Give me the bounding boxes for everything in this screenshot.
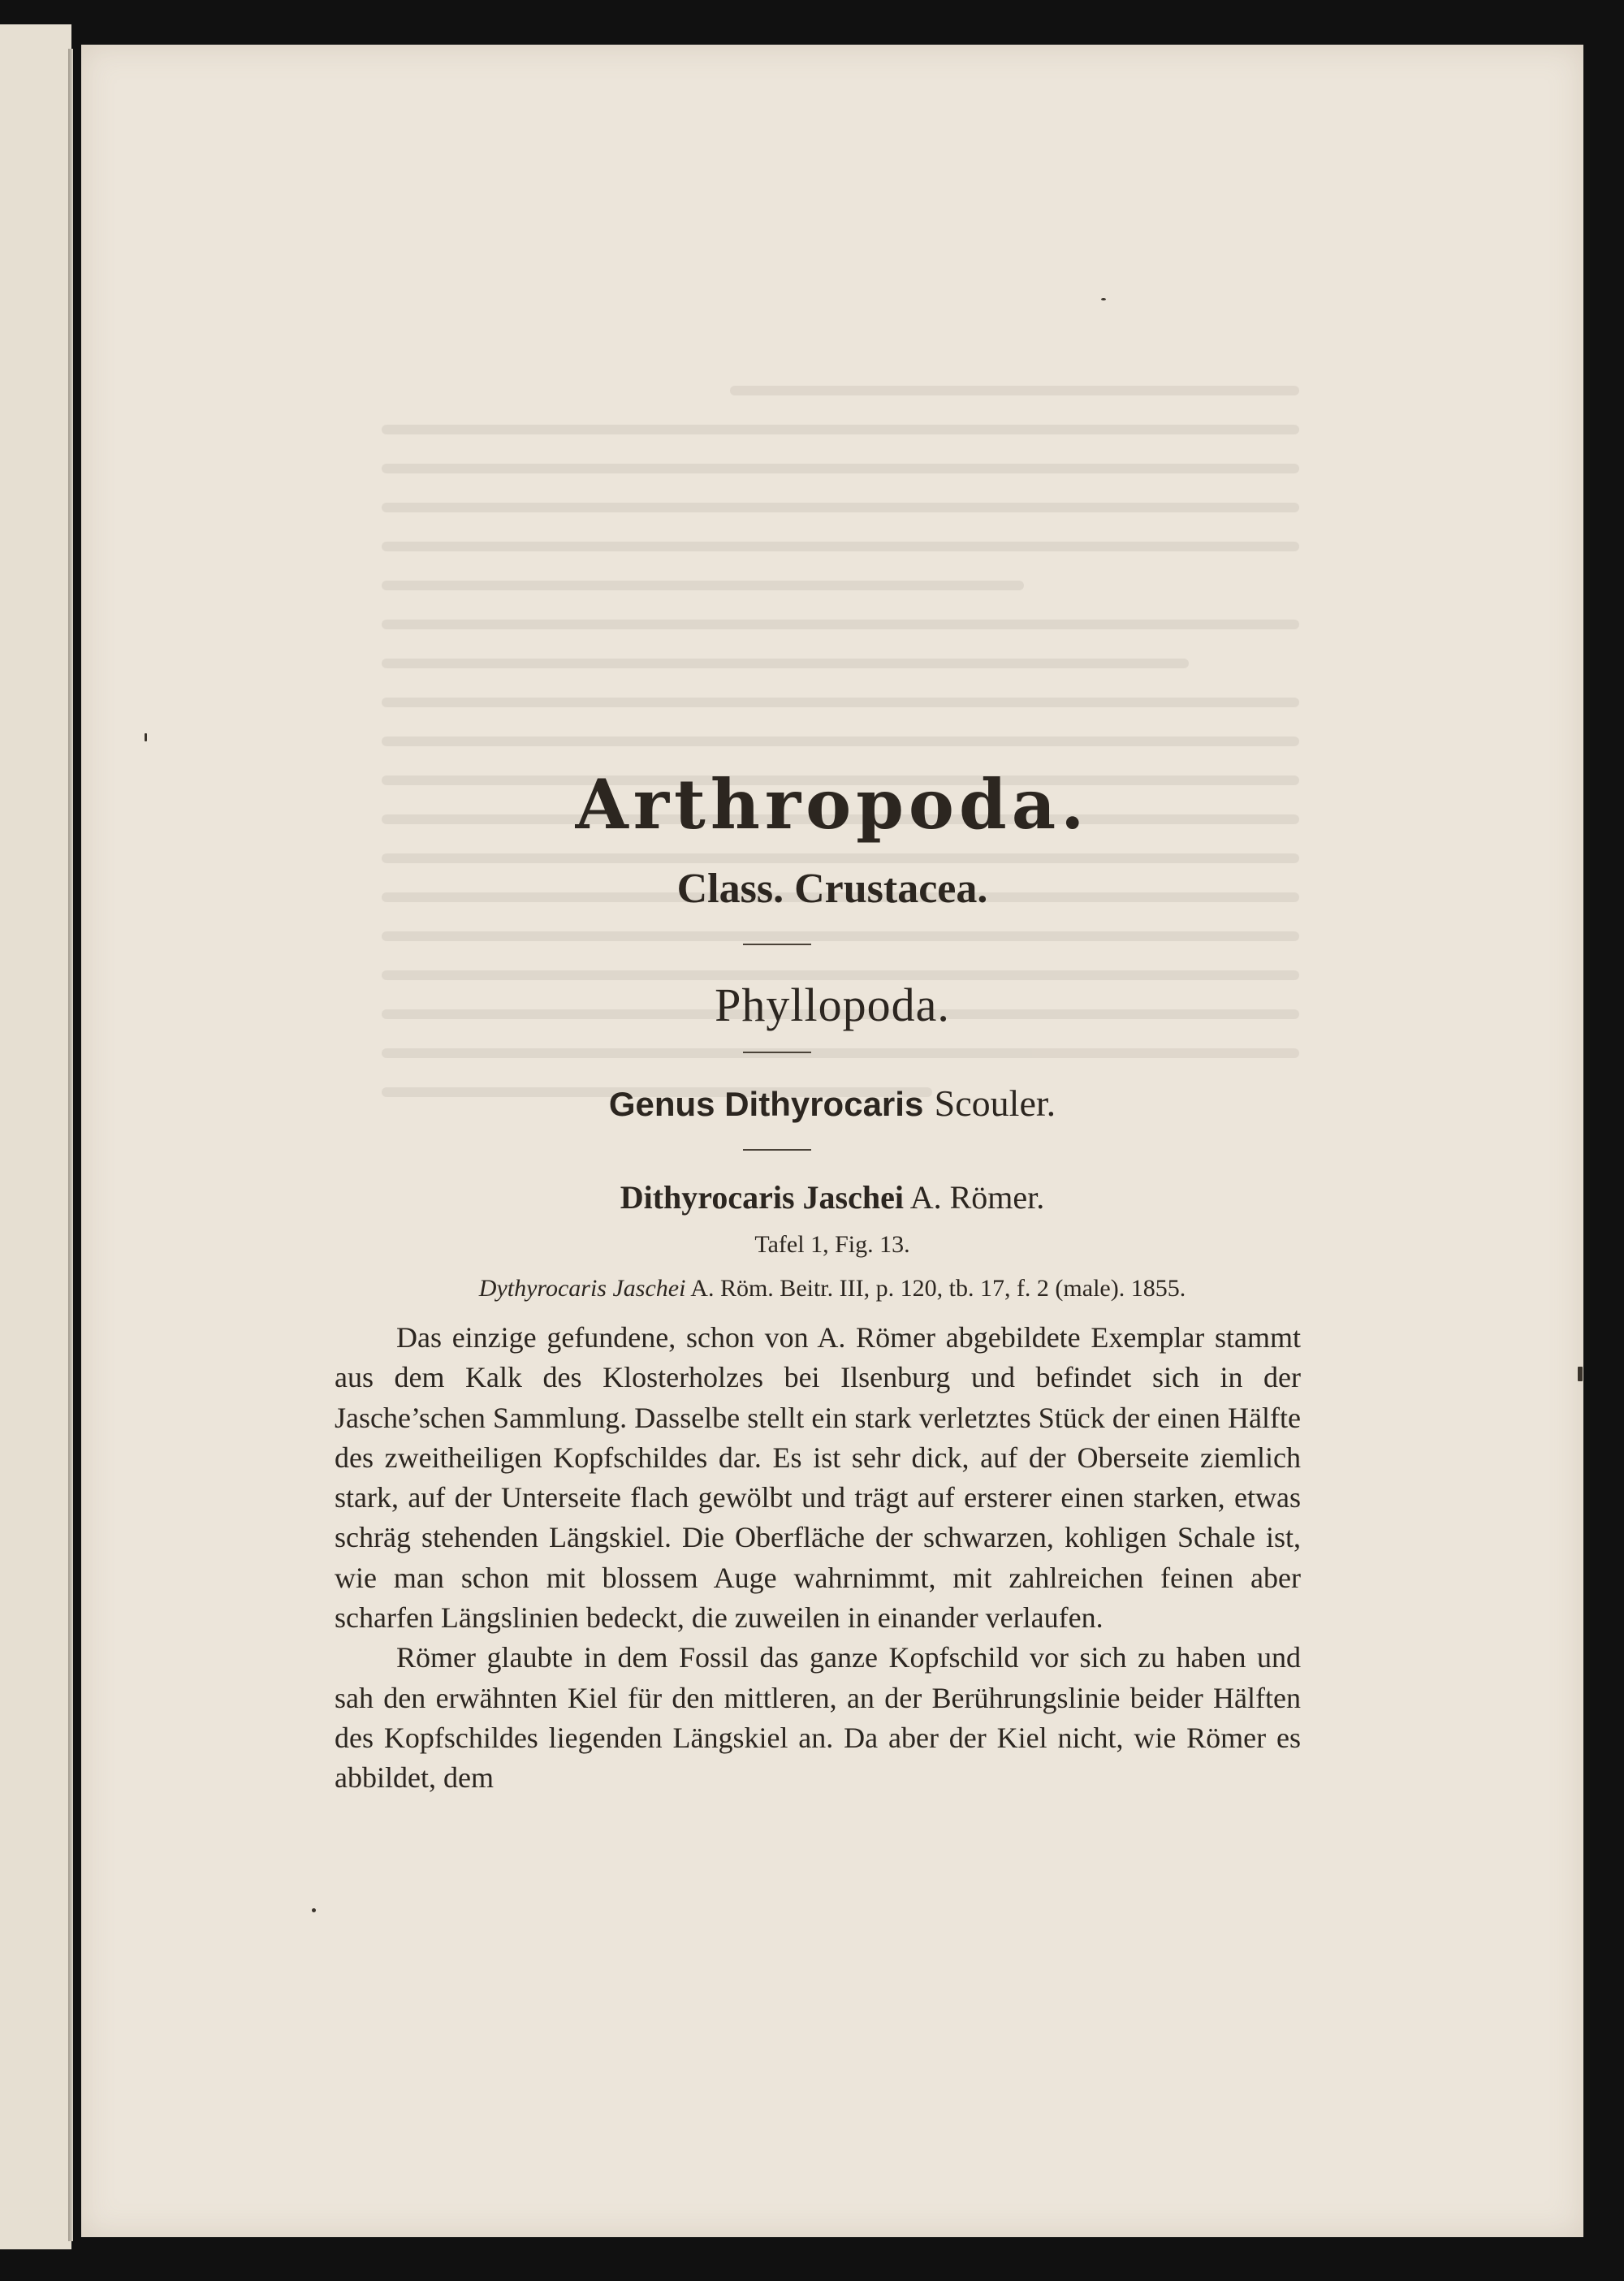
plate-reference: Tafel 1, Fig. 13. — [754, 1231, 910, 1258]
citation-taxon: Dythyrocaris Jaschei — [478, 1275, 686, 1302]
paragraph-1: Das einzige gefundene, schon von A. Römer abgebildete Exemplar stammt aus dem Kalk des Klosterholzes bei Ilsenburg und befindet sich in der Jasche’schen Sammlung. Dasselbe stellt ein stark verletztes Stück der einen Hälfte des zweitheiligen Kopfschildes dar. Es ist sehr dick, auf der Oberseite ziemlich stark, auf der Unterseite flach gewölbt und trägt auf ersterer einen starken, etwas schräg stehenden Längskiel. Die Oberfläche der schwarzen, kohligen Schale ist, wie man schon mit blossem Auge wahrnimmt, mit zahlreichen feinen aber scharfen Längslinien bedeckt, die zuweilen in einander verlaufen. — [335, 1321, 1301, 1635]
paper-speck — [312, 1908, 316, 1912]
genus-label: Genus Dithyrocaris — [608, 1085, 924, 1123]
paper-speck — [1101, 298, 1106, 300]
body-text — [335, 1318, 1301, 1799]
paper-speck — [1578, 1367, 1583, 1381]
species-name: Dithyrocaris Jaschei — [620, 1179, 904, 1216]
genus-author: Scouler. — [934, 1082, 1056, 1124]
literature-citation — [81, 1272, 1583, 1305]
divider-rule-2 — [743, 1052, 811, 1053]
phylum-title: Arthropoda. — [575, 764, 1090, 845]
citation-source: A. Röm. Beitr. III, p. 120, tb. 17, f. 2 (male). 1855. — [690, 1275, 1186, 1302]
species-author: A. Römer. — [909, 1179, 1045, 1216]
divider-rule-1 — [743, 944, 811, 945]
previous-page-edge — [0, 24, 71, 2249]
order-heading: Phyllopoda. — [715, 978, 950, 1031]
species-heading — [81, 1177, 1583, 1219]
binding-shadow — [68, 49, 73, 2241]
divider-rule-3 — [743, 1149, 811, 1151]
book-page — [81, 45, 1583, 2237]
paper-speck — [145, 733, 147, 741]
paragraph-2: Römer glaubte in dem Fossil das ganze Kopfschild vor sich zu haben und sah den erwähnten Kiel für den mittleren, an der Berührungslinie beider Hälften des Kopfschildes liegenden Längskiel an. Da aber der Kiel nicht, wie Römer es abbildet, dem — [335, 1641, 1301, 1795]
class-heading: Class. Crustacea. — [676, 866, 988, 912]
genus-heading — [81, 1081, 1583, 1127]
